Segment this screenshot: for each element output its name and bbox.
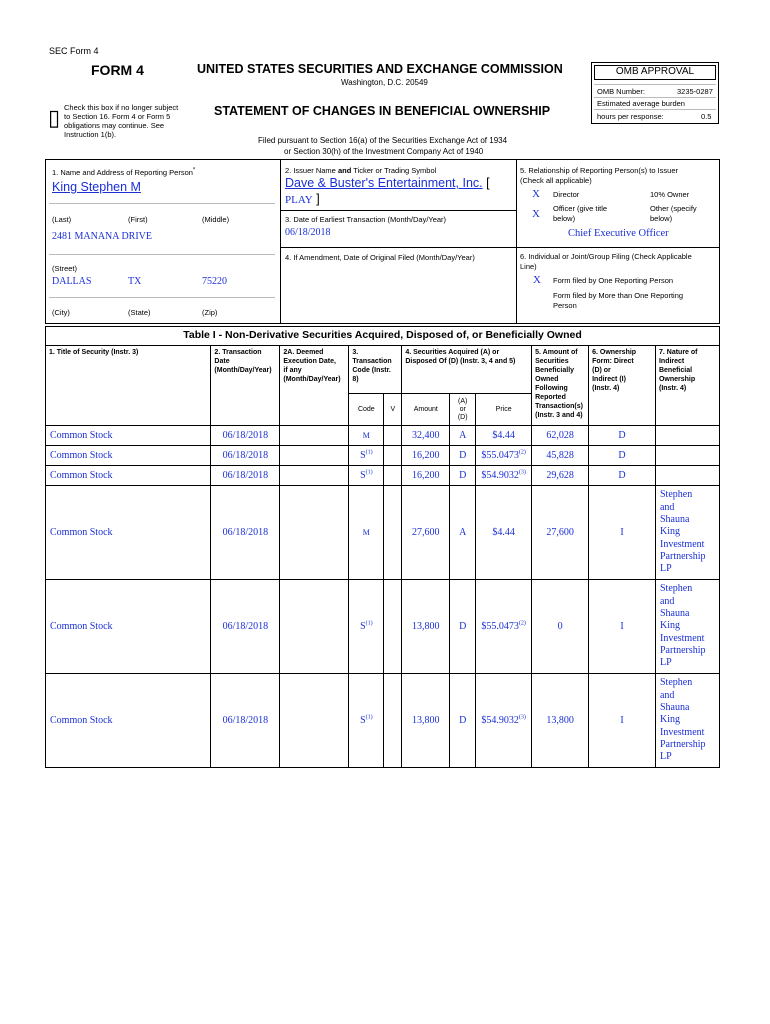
cell-deemed (280, 466, 349, 486)
cell-price: $55.0473$^{(2)}$ (476, 580, 532, 674)
ticker: PLAY ] (285, 192, 320, 206)
cell-nature (655, 426, 719, 446)
cell-deemed (280, 580, 349, 674)
header-securities-acquired: 4. Securities Acquired (A) or Disposed Of (D) (Instr. 3, 4 and 5) (402, 346, 532, 394)
cell-amount: 16,200 (402, 466, 450, 486)
cell-date: 06/18/2018 (211, 446, 280, 466)
reporting-person-name-link[interactable]: King Stephen M (52, 180, 141, 194)
issuer-name-link[interactable]: Dave & Buster's Entertainment, Inc. (285, 176, 483, 190)
cell-v (384, 426, 402, 446)
cell-v (384, 486, 402, 580)
cell-form: I (589, 580, 656, 674)
state-label: (State) (128, 308, 151, 317)
cell-amount: 27,600 (402, 486, 450, 580)
street-value: 2481 MANANA DRIVE (52, 231, 152, 242)
street-label: (Street) (52, 264, 78, 273)
cell-deemed (280, 446, 349, 466)
zip-label: (Zip) (202, 308, 218, 317)
officer-check[interactable]: X (532, 208, 540, 220)
cell-v (384, 446, 402, 466)
cell-price: $54.9032$^{(3)}$ (476, 466, 532, 486)
header-deemed-execution-date: 2A. Deemed Execution Date, if any (Month/Day/Year) (280, 346, 349, 426)
cell-price: $54.9032$^{(3)}$ (476, 674, 532, 768)
table-row (46, 426, 720, 446)
state-value: TX (128, 276, 142, 287)
cell-amount: 32,400 (402, 426, 450, 446)
cell-date: 06/18/2018 (211, 466, 280, 486)
cell-v (384, 674, 402, 768)
cell-deemed (280, 486, 349, 580)
header-transaction-code: 3. Transaction Code (Instr. 8) (349, 346, 402, 394)
cell-a-or-d: D (450, 446, 476, 466)
omb-hours-label: hours per response: (597, 112, 664, 121)
cell-form: I (589, 674, 656, 768)
cell-deemed (280, 426, 349, 446)
cell-form: I (589, 486, 656, 580)
cell-owned: 27,600 (532, 486, 589, 580)
other-label: Other (specify below) (650, 204, 697, 223)
middle-label: (Middle) (202, 215, 230, 224)
cell-code: $S^{(1)}$ (349, 674, 384, 768)
cell-code: $S^{(1)}$ (349, 446, 384, 466)
city-value: DALLAS (52, 276, 92, 287)
cell-price: $55.0473$^{(2)}$ (476, 446, 532, 466)
director-label: Director (553, 190, 580, 199)
earliest-transaction-date: 06/18/2018 (285, 227, 331, 238)
statement-title: STATEMENT OF CHANGES IN BENEFICIAL OWNERSHIP (214, 104, 551, 118)
cell-price: $4.44 (476, 486, 532, 580)
box6-label: 6. Individual or Joint/Group Filing (Check Applicable Line) (520, 252, 692, 271)
header-code: Code (349, 394, 384, 426)
cell-nature: Stephen and Shauna King Investment Partnership LP (655, 580, 719, 674)
cell-form: D (589, 426, 656, 446)
cell-code: M (349, 426, 384, 446)
cell-v (384, 580, 402, 674)
cell-a-or-d: D (450, 466, 476, 486)
ten-pct-owner-label: 10% Owner (650, 190, 690, 199)
checkbox-no-longer-subject[interactable]: ▯ (48, 105, 61, 130)
cell-amount: 13,800 (402, 580, 450, 674)
box5-label: 5. Relationship of Reporting Person(s) to Issuer (Check all applicable) (520, 166, 678, 185)
omb-number-label: OMB Number: (597, 87, 645, 96)
table1-title: Table I - Non-Derivative Securities Acquired, Disposed of, or Beneficially Owned (183, 329, 582, 341)
box1-label: 1. Name and Address of Reporting Person* (52, 167, 196, 177)
city-label: (City) (52, 308, 70, 317)
zip-value: 75220 (202, 276, 227, 287)
cell-owned: 45,828 (532, 446, 589, 466)
cell-v (384, 466, 402, 486)
cell-date: 06/18/2018 (211, 426, 280, 446)
commission-city: Washington, D.C. 20549 (341, 78, 428, 87)
cell-title: Common Stock (46, 426, 211, 446)
header-ownership-form: 6. Ownership Form: Direct (D) or Indirect (I) (Instr. 4) (589, 346, 656, 426)
omb-burden-label: Estimated average burden (597, 99, 685, 108)
cell-code: $S^{(1)}$ (349, 466, 384, 486)
officer-title: Chief Executive Officer (568, 228, 669, 239)
cell-a-or-d: A (450, 426, 476, 446)
omb-hours-value: 0.5 (701, 112, 712, 121)
table-row (46, 674, 720, 768)
cell-form: D (589, 446, 656, 466)
omb-number-value: 3235-0287 (677, 87, 713, 96)
cell-title: Common Stock (46, 486, 211, 580)
cell-code: M (349, 486, 384, 580)
cell-title: Common Stock (46, 674, 211, 768)
header-amount-owned: 5. Amount of Securities Beneficially Owned Following Reported Transaction(s) (Instr. 3 and 4) (532, 346, 589, 426)
filed-pursuant-line2: or Section 30(h) of the Investment Company Act of 1940 (284, 147, 484, 156)
non-derivative-table (45, 345, 720, 768)
header-transaction-date: 2. Transaction Date (Month/Day/Year) (211, 346, 280, 426)
header-v: V (384, 394, 402, 426)
header-amount: Amount (402, 394, 450, 426)
cell-form: D (589, 466, 656, 486)
cell-date: 06/18/2018 (211, 674, 280, 768)
omb-title: OMB APPROVAL (615, 66, 695, 77)
first-label: (First) (128, 215, 148, 224)
director-check[interactable]: X (532, 188, 540, 200)
commission-title: UNITED STATES SECURITIES AND EXCHANGE COMMISSION (197, 62, 563, 76)
last-label: (Last) (52, 215, 72, 224)
box3-label: 3. Date of Earliest Transaction (Month/Day/Year) (285, 215, 447, 224)
officer-label: Officer (give title below) (553, 204, 608, 223)
form-title: FORM 4 (91, 62, 144, 78)
cell-price: $4.44 (476, 426, 532, 446)
cell-nature (655, 446, 719, 466)
cell-title: Common Stock (46, 446, 211, 466)
cell-a-or-d: A (450, 486, 476, 580)
cell-owned: 0 (532, 580, 589, 674)
cell-nature (655, 466, 719, 486)
header-price: Price (476, 394, 532, 426)
one-person-label: Form filed by One Reporting Person (553, 276, 674, 285)
header-a-or-d: (A) or (D) (450, 394, 476, 426)
cell-date: 06/18/2018 (211, 580, 280, 674)
cell-nature: Stephen and Shauna King Investment Partnership LP (655, 486, 719, 580)
cell-nature: Stephen and Shauna King Investment Partnership LP (655, 674, 719, 768)
cell-amount: 16,200 (402, 446, 450, 466)
cell-a-or-d: D (450, 674, 476, 768)
issuer-name: Dave & Buster's Entertainment, Inc. [ (285, 176, 490, 190)
filed-pursuant-line1: Filed pursuant to Section 16(a) of the Securities Exchange Act of 1934 (258, 136, 508, 145)
checkbox-label: Check this box if no longer subject to Section 16. Form 4 or Form 5 obligations may continue. See Instruction 1(b). (64, 103, 179, 139)
one-person-check[interactable]: X (533, 274, 541, 286)
cell-code: $S^{(1)}$ (349, 580, 384, 674)
cell-owned: 29,628 (532, 466, 589, 486)
box4-label: 4. If Amendment, Date of Original Filed (Month/Day/Year) (285, 253, 475, 262)
cell-owned: 62,028 (532, 426, 589, 446)
header-title-of-security: 1. Title of Security (Instr. 3) (46, 346, 211, 426)
cell-deemed (280, 674, 349, 768)
cell-date: 06/18/2018 (211, 486, 280, 580)
sec-form-label: SEC Form 4 (49, 46, 99, 56)
cell-title: Common Stock (46, 466, 211, 486)
box2-label: 2. Issuer Name and Ticker or Trading Symbol (285, 166, 437, 175)
cell-title: Common Stock (46, 580, 211, 674)
cell-owned: 13,800 (532, 674, 589, 768)
header-nature-indirect: 7. Nature of Indirect Beneficial Ownership (Instr. 4) (655, 346, 719, 426)
table-row (46, 580, 720, 674)
cell-amount: 13,800 (402, 674, 450, 768)
cell-a-or-d: D (450, 580, 476, 674)
table-row (46, 466, 720, 486)
table-row (46, 486, 720, 580)
more-than-one-label: Form filed by More than One Reporting Person (553, 291, 684, 310)
table-row (46, 446, 720, 466)
